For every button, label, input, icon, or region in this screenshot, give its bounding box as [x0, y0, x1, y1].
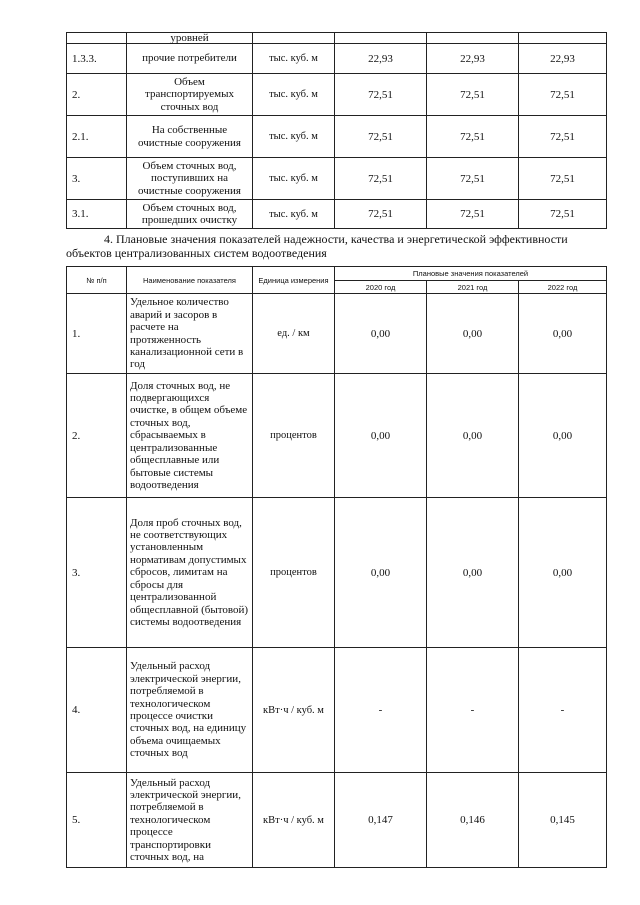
- value-2021: 72,51: [427, 116, 519, 158]
- row-number: 1.3.3.: [67, 44, 127, 74]
- indicator-name: Объем сточных вод, поступивших на очистные сооружения: [127, 158, 253, 200]
- header-year-2022: 2022 год: [519, 281, 607, 294]
- table-row: [67, 374, 607, 498]
- value-2020: 72,51: [335, 158, 427, 200]
- table-row: [67, 498, 607, 648]
- value-2022: 0,00: [519, 374, 607, 498]
- indicator-name: Доля сточных вод, не подвергающихся очистке, в общем объеме сточных вод, сбрасываемых в централизованные общесплавные или бытовые системы водоотведения: [127, 374, 253, 498]
- value-2021: -: [427, 648, 519, 773]
- value-2021: 0,146: [427, 773, 519, 868]
- indicator-name: Удельный расход электрической энергии, потребляемой в технологическом процессе транспортировки сточных вод, на: [127, 773, 253, 868]
- row-number: 2.1.: [67, 116, 127, 158]
- row-number: 2.: [67, 74, 127, 116]
- value-2021: 22,93: [427, 44, 519, 74]
- row-number: [67, 33, 127, 44]
- header-number: № п/п: [67, 267, 127, 294]
- row-number: 3.: [67, 498, 127, 648]
- indicator-name: Удельное количество аварий и засоров в расчете на протяженность канализационной сети в год: [127, 294, 253, 374]
- row-number: 5.: [67, 773, 127, 868]
- value-2021: 72,51: [427, 74, 519, 116]
- value-2020: -: [335, 648, 427, 773]
- indicator-name: Удельный расход электрической энергии, потребляемой в технологическом процессе очистки сточных вод, на единицу объема очищаемых сточных вод: [127, 648, 253, 773]
- header-row: [67, 267, 607, 281]
- value-2020: 0,00: [335, 498, 427, 648]
- value-2021: 0,00: [427, 498, 519, 648]
- section-4-heading: [66, 232, 612, 260]
- table-row: [67, 44, 607, 74]
- value-2022: -: [519, 648, 607, 773]
- value-2020: 0,147: [335, 773, 427, 868]
- value-2022: 0,00: [519, 498, 607, 648]
- table-row: [67, 773, 607, 868]
- value-2022: 72,51: [519, 116, 607, 158]
- row-number: 4.: [67, 648, 127, 773]
- row-number: 3.: [67, 158, 127, 200]
- header-year-2021: 2021 год: [427, 281, 519, 294]
- volumes-table: [66, 32, 607, 229]
- value-2020: [335, 33, 427, 44]
- unit-cell: тыс. куб. м: [253, 158, 335, 200]
- header-planned-values: Плановые значения показателей: [335, 267, 607, 281]
- unit-cell: тыс. куб. м: [253, 74, 335, 116]
- value-2020: 72,51: [335, 116, 427, 158]
- unit-cell: тыс. куб. м: [253, 44, 335, 74]
- table-row: [67, 74, 607, 116]
- unit-cell: [253, 33, 335, 44]
- value-2021: 72,51: [427, 200, 519, 229]
- row-number: 3.1.: [67, 200, 127, 229]
- value-2020: 22,93: [335, 44, 427, 74]
- table-row: [67, 648, 607, 773]
- indicator-name: Объем сточных вод, прошедших очистку: [127, 200, 253, 229]
- value-2020: 0,00: [335, 294, 427, 374]
- unit-cell: тыс. куб. м: [253, 200, 335, 229]
- value-2022: 0,145: [519, 773, 607, 868]
- table-row: [67, 294, 607, 374]
- unit-cell: кВт·ч / куб. м: [253, 773, 335, 868]
- indicator-name: Объем транспортируемых сточных вод: [127, 74, 253, 116]
- indicator-name: Доля проб сточных вод, не соответствующих установленным нормативам допустимых сбросов, лимитам на сбросы для централизованной общесплавной (бытовой) системы водоотведения: [127, 498, 253, 648]
- unit-cell: процентов: [253, 498, 335, 648]
- indicator-name: прочие потребители: [127, 44, 253, 74]
- unit-cell: тыс. куб. м: [253, 116, 335, 158]
- value-2021: [427, 33, 519, 44]
- value-2022: 0,00: [519, 294, 607, 374]
- header-indicator-name: Наименование показателя: [127, 267, 253, 294]
- section-4-heading-line-2: объектов централизованных систем водоотведения: [66, 246, 327, 260]
- value-2020: 72,51: [335, 74, 427, 116]
- indicators-table: [66, 266, 607, 868]
- value-2022: [519, 33, 607, 44]
- value-2021: 0,00: [427, 294, 519, 374]
- section-4-heading-line-1: 4. Плановые значения показателей надежности, качества и энергетической эффективности: [104, 232, 568, 246]
- row-number: 2.: [67, 374, 127, 498]
- unit-cell: процентов: [253, 374, 335, 498]
- value-2020: 72,51: [335, 200, 427, 229]
- value-2020: 0,00: [335, 374, 427, 498]
- value-2021: 0,00: [427, 374, 519, 498]
- unit-cell: ед. / км: [253, 294, 335, 374]
- indicator-name: уровней: [127, 33, 253, 44]
- indicator-name: На собственные очистные сооружения: [127, 116, 253, 158]
- value-2021: 72,51: [427, 158, 519, 200]
- table-row: [67, 158, 607, 200]
- value-2022: 72,51: [519, 158, 607, 200]
- value-2022: 22,93: [519, 44, 607, 74]
- header-year-2020: 2020 год: [335, 281, 427, 294]
- value-2022: 72,51: [519, 74, 607, 116]
- value-2022: 72,51: [519, 200, 607, 229]
- table-row: [67, 200, 607, 229]
- table-row: [67, 116, 607, 158]
- table-row: [67, 33, 607, 44]
- unit-cell: кВт·ч / куб. м: [253, 648, 335, 773]
- row-number: 1.: [67, 294, 127, 374]
- header-unit: Единица измерения: [253, 267, 335, 294]
